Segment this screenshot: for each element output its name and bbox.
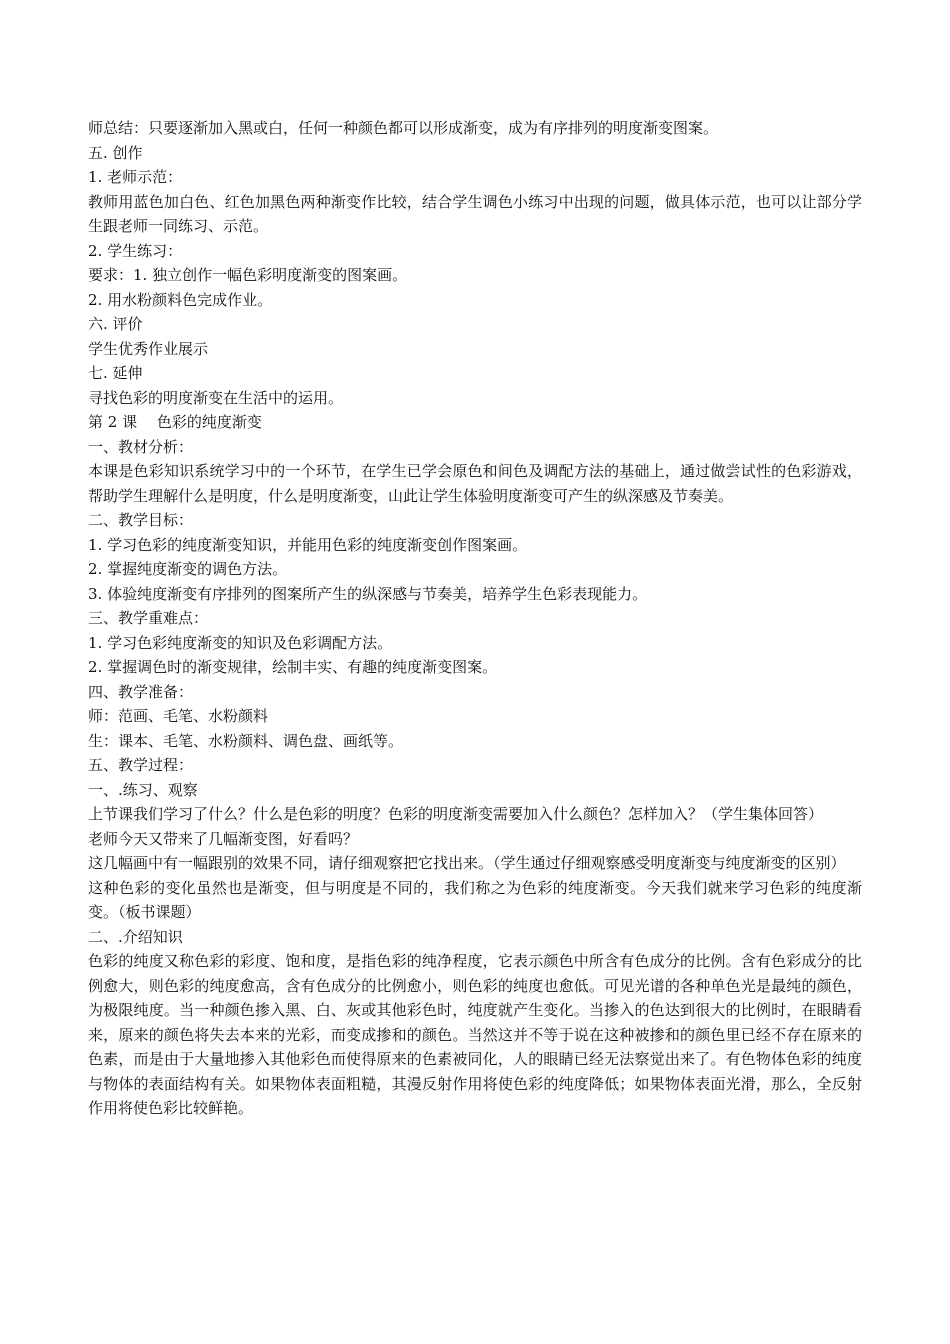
section-heading: 七. 延伸 [88,364,143,382]
paragraph: 这几幅画中有一幅跟别的效果不同，请仔细观察把它找出来。（学生通过仔细观察感受明度渐变与纯度渐变的区别） [88,854,846,872]
subsection-heading: 2. 学生练习： [88,241,183,260]
text-line: 学生优秀作业展示 [88,339,209,358]
list-item: 1. 学习色彩的纯度渐变知识，并能用色彩的纯度渐变创作图案画。 [88,535,528,554]
paragraph: 教师用蓝色加白色、红色加黑色两种渐变作比较，结合学生调色小练习中出现的问题，做具体示范，也可以让部分学生跟老师一同练习、示范。 [88,192,862,235]
text-line: 2. 用水粉颜料色完成作业。 [88,290,273,309]
list-item: 2. 掌握调色时的渐变规律，绘制丰实、有趣的纯度渐变图案。 [88,658,498,676]
subsection-heading: 二、.介绍知识 [88,927,183,946]
section-heading: 五. 创作 [88,143,143,162]
text-line: 要求：1. 独立创作一幅色彩明度渐变的图案画。 [88,266,408,284]
section-heading: 二、教学目标： [88,511,194,529]
paragraph: 色彩的纯度又称色彩的彩度、饱和度，是指色彩的纯净程度，它表示颜色中所含有色成分的比例。含有色彩成分的比例愈大，则色彩的纯度愈高，含有色成分的比例愈小，则色彩的纯度也愈低。可见光谱的各种单色光是最纯的颜色，为极限纯度。当一种颜色掺入黑、白、灰或其他彩色时，纯度就产生变化。当掺入的色达到很大的比例时，在眼睛看来，原来的颜色将失去本来的光彩，而变成掺和的颜色。当然这并不等于说在这种被掺和的颜色里已经不存在原来的色素，而是由于大量地掺入其他彩色而使得原来的色素被同化，人的眼睛已经无法察觉出来了。有色物体色彩的纯度与物体的表面结构有关。如果物体表面粗糙，其漫反射作用将使色彩的纯度降低；如果物体表面光滑，那么，全反射作用将使色彩比较鲜艳。 [88,952,862,1117]
section-heading: 四、教学准备： [88,682,194,701]
list-item: 3. 体验纯度渐变有序排列的图案所产生的纵深感与节奏美，培养学生色彩表现能力。 [88,584,648,603]
text-line: 生：课本、毛笔、水粉颜料、调色盘、画纸等。 [88,731,404,750]
paragraph: 这种色彩的变化虽然也是渐变，但与明度是不同的，我们称之为色彩的纯度渐变。今天我们就来学习色彩的纯度渐变。（板书课题） [88,878,862,921]
document-body [88,116,862,1121]
section-heading: 六. 评价 [88,315,143,333]
section-heading: 一、教材分析： [88,437,194,456]
lesson-title: 第 2 课 色彩的纯度渐变 [88,413,262,431]
text-line: 师总结：只要逐渐加入黑或白，任何一种颜色都可以形成渐变，成为有序排列的明度渐变图案。 [88,119,719,137]
section-heading: 五、教学过程： [88,756,194,774]
paragraph: 上节课我们学习了什么？什么是色彩的明度？色彩的明度渐变需要加入什么颜色？怎样加入？（学生集体回答） [88,805,824,823]
list-item: 2. 掌握纯度渐变的调色方法。 [88,560,288,578]
text-line: 老师今天又带来了几幅渐变图，好看吗？ [88,829,359,848]
section-heading: 三、教学重难点： [88,609,209,627]
subsection-heading: 1. 老师示范： [88,168,183,186]
paragraph: 本课是色彩知识系统学习中的一个环节，在学生已学会原色和间色及调配方法的基础上，通过做尝试性的色彩游戏，帮助学生理解什么是明度，什么是明度渐变，山此让学生体验明度渐变可产生的纵深感及节奏美。 [88,462,862,505]
text-line: 寻找色彩的明度渐变在生活中的运用。 [88,388,344,407]
text-line: 师：范画、毛笔、水粉颜料 [88,707,269,725]
list-item: 1. 学习色彩纯度渐变的知识及色彩调配方法。 [88,633,393,652]
subsection-heading: 一、.练习、观察 [88,780,198,799]
